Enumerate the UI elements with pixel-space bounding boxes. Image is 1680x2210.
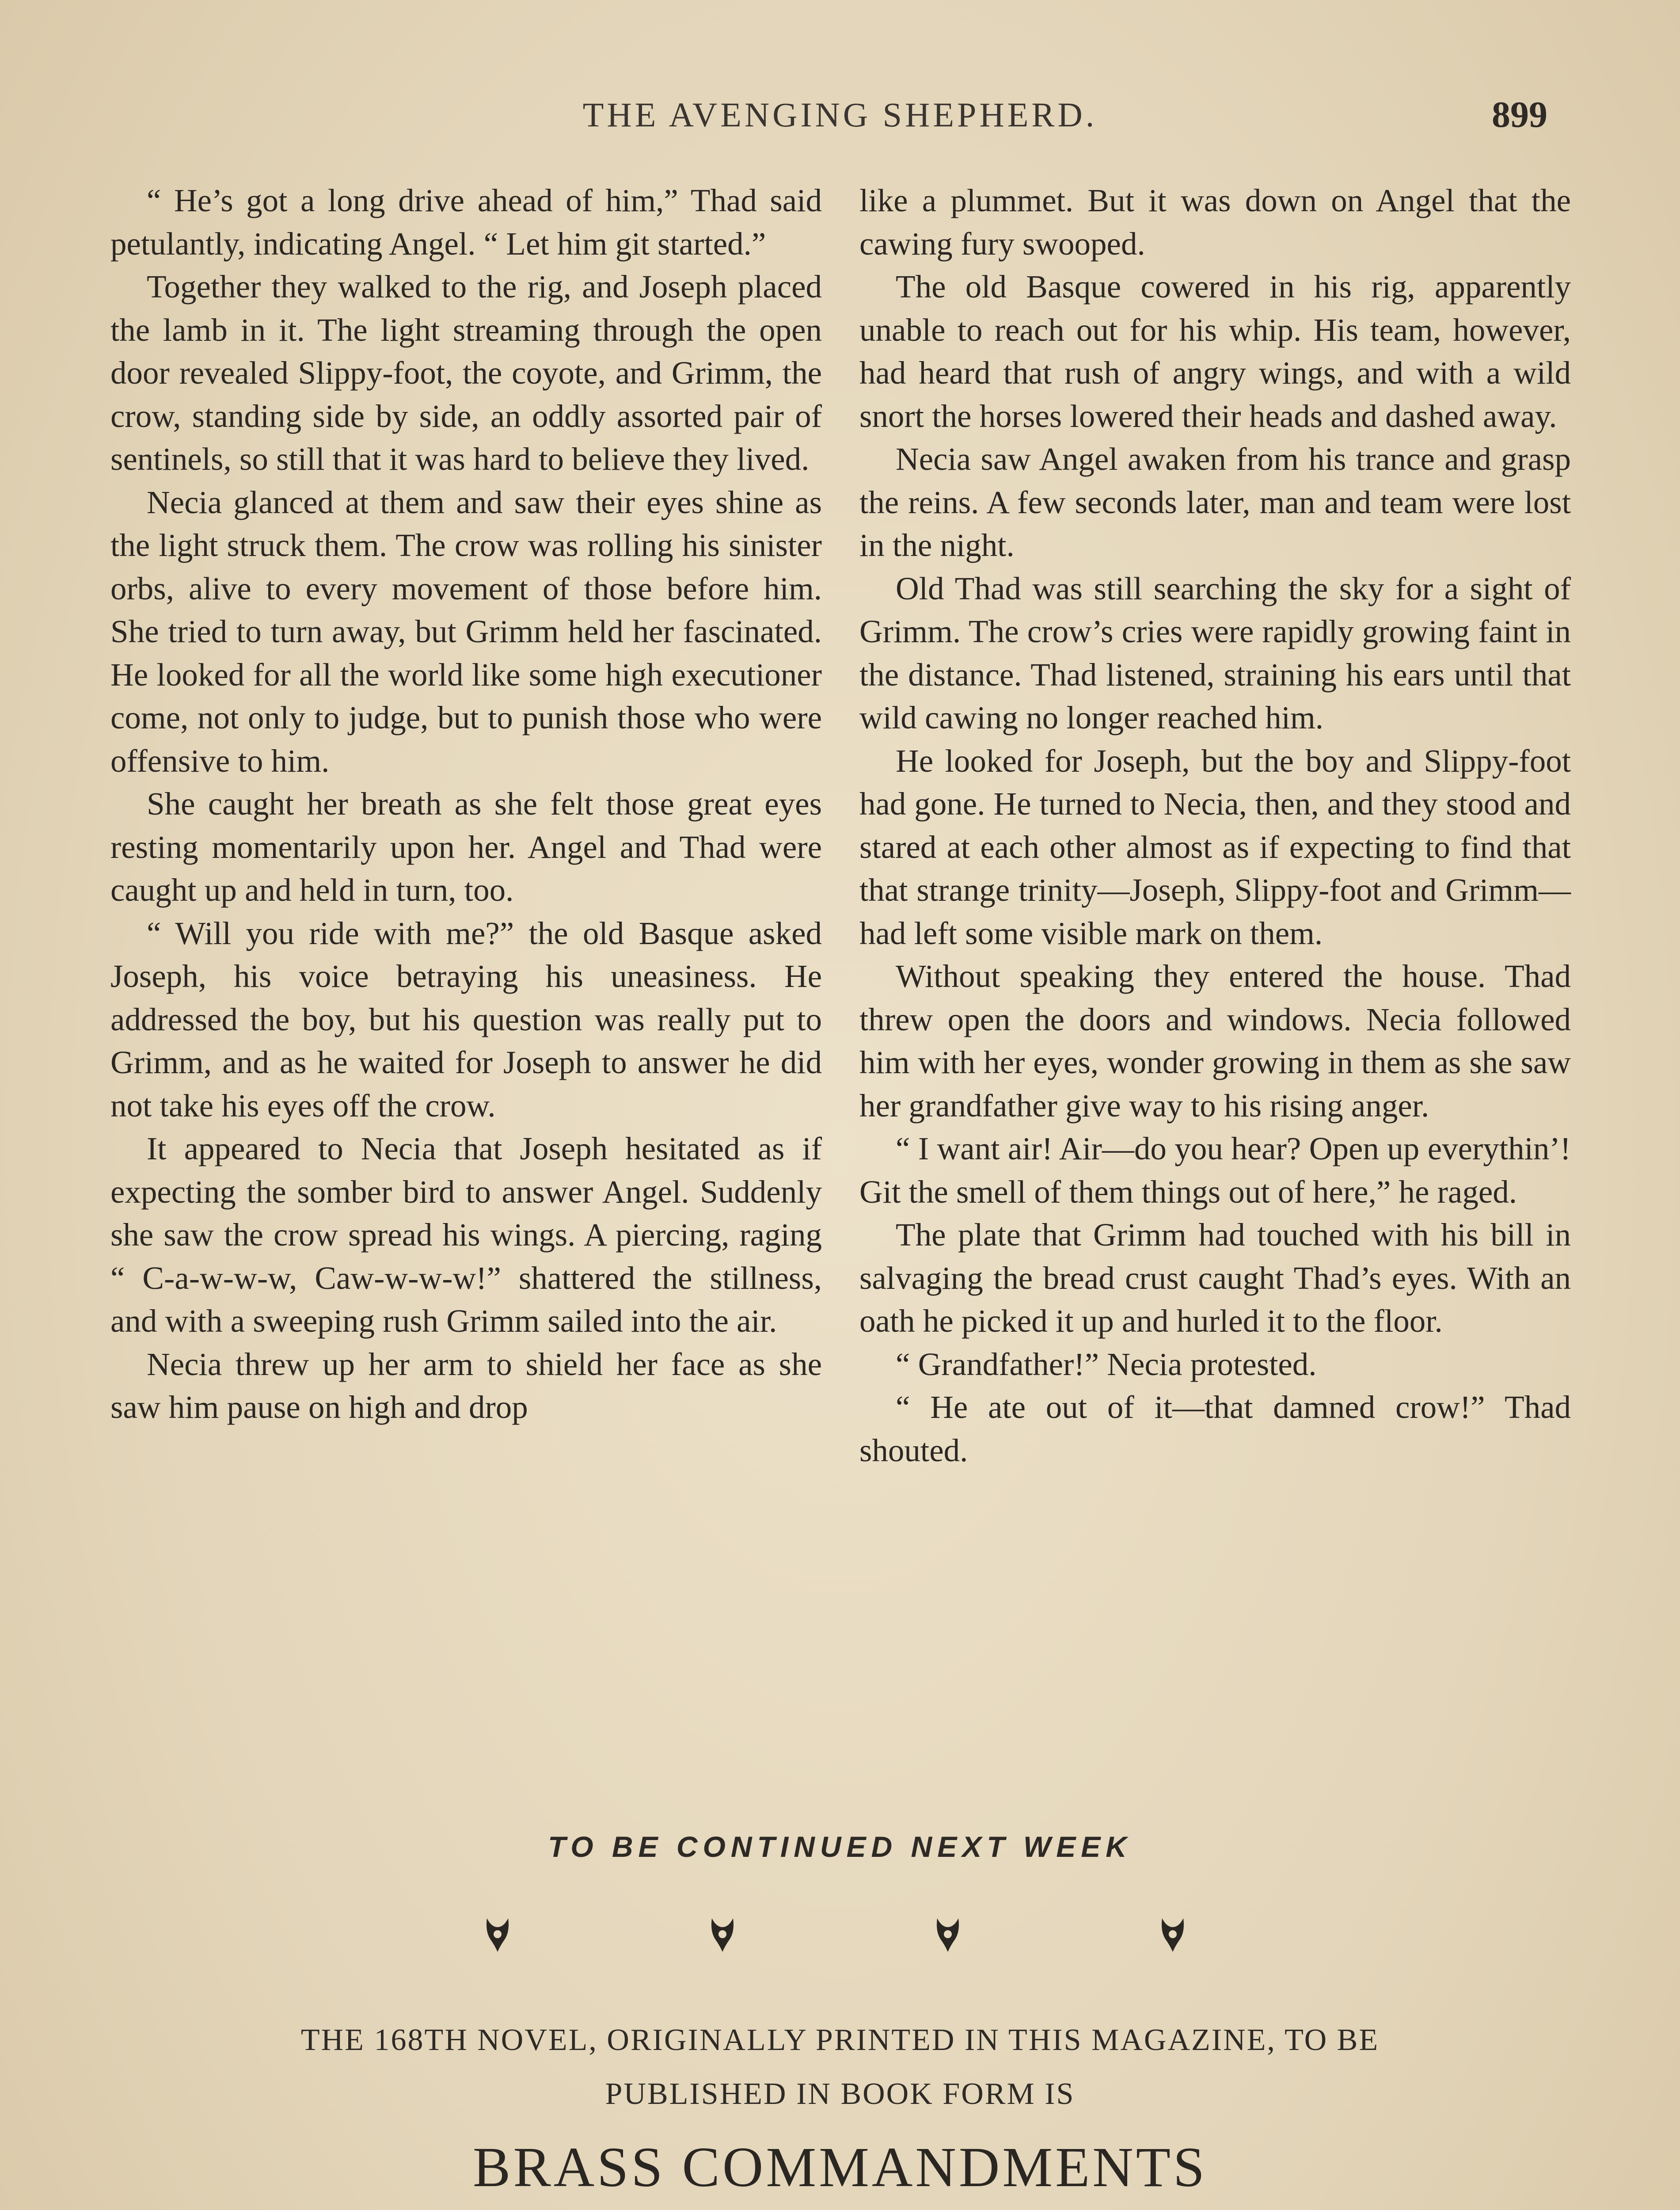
fleuron-icon: [482, 1914, 513, 1954]
left-column: [110, 179, 822, 1814]
paragraph: Together they walked to the rig, and Joseph placed the lamb in it. The light streaming through the open door revealed Slippy-foot, the coyote, and Grimm, the crow, standing side by side, an oddly assorted pair of sentinels, so still that it was hard to believe they lived.: [110, 269, 822, 477]
paragraph: She caught her breath as she felt those great eyes resting momentarily upon her. Angel and Thad were caught up and held in turn, too.: [110, 786, 822, 908]
ornament-row: [482, 1914, 1189, 1967]
paragraph: Necia threw up her arm to shield her face as she saw him pause on high and drop: [110, 1346, 822, 1425]
paragraph: The old Basque cowered in his rig, apparently unable to reach out for his whip. His team, however, had heard that rush of angry wings, and with a wild snort the horses lowered their heads and dashed away.: [859, 269, 1571, 434]
paragraph: Old Thad was still searching the sky for a sight of Grimm. The crow’s cries were rapidly growing faint in the distance. Thad listened, straining his ears until that wild cawing no longer reached him.: [859, 570, 1571, 735]
paragraph: “ He’s got a long drive ahead of him,” Thad said petulantly, indicating Angel. “ Let him git started.”: [110, 183, 822, 262]
fleuron-icon: [1157, 1914, 1189, 1954]
paragraph: The plate that Grimm had touched with his bill in salvaging the bread crust caught Thad’s eyes. With an oath he picked it up and hurled it to the floor.: [859, 1217, 1571, 1339]
paragraph: like a plummet. But it was down on Angel that the cawing fury swooped.: [859, 183, 1571, 262]
page-number: 899: [1492, 94, 1547, 135]
text-columns: [110, 179, 1571, 1814]
fleuron-icon: [707, 1914, 738, 1954]
paragraph: It appeared to Necia that Joseph hesitated as if expecting the somber bird to answer Angel. Suddenly she saw the crow spread his wings. A piercing, raging “ C-a-w-w-w, Caw-w-w-w!” shattered the stillness, and with a sweeping rush Grimm sailed into the air.: [110, 1131, 822, 1339]
running-title: THE AVENGING SHEPHERD.: [582, 95, 1098, 134]
paragraph: Necia saw Angel awaken from his trance and grasp the reins. A few seconds later, man and team were lost in the night.: [859, 441, 1571, 563]
fleuron-icon: [932, 1914, 964, 1954]
right-column: [859, 179, 1571, 1814]
announcement-line: PUBLISHED IN BOOK FORM IS: [605, 2077, 1075, 2111]
paragraph: He looked for Joseph, but the boy and Slippy-foot had gone. He turned to Necia, then, and they stood and stared at each other almost as if expecting to find that that strange trinity—Joseph, Slippy-foot and Grimm—had left some visible mark on them.: [859, 743, 1571, 951]
continued-notice: TO BE CONTINUED NEXT WEEK: [548, 1830, 1132, 1863]
book-announcement: [0, 2013, 1680, 2121]
book-title: BRASS COMMANDMENTS: [472, 2136, 1208, 2199]
paragraph: “ Grandfather!” Necia protested.: [896, 1346, 1317, 1382]
page-header: [110, 95, 1570, 157]
paragraph: “ Will you ride with me?” the old Basque asked Joseph, his voice betraying his uneasiness. He addressed the boy, but his question was really put to Grimm, and as he waited for Joseph to answer he did not take his eyes off the crow.: [110, 915, 822, 1124]
paragraph: “ I want air! Air—do you hear? Open up everythin’! Git the smell of them things out of here,” he raged.: [859, 1131, 1571, 1210]
paragraph: “ He ate out of it—that damned crow!” Thad shouted.: [859, 1389, 1571, 1468]
paragraph: Without speaking they entered the house. Thad threw open the doors and windows. Necia followed him with her eyes, wonder growing in them as she saw her grandfather give way to his rising anger.: [859, 958, 1571, 1124]
announcement-line: THE 168TH NOVEL, ORIGINALLY PRINTED IN THIS MAGAZINE, TO BE: [300, 2023, 1380, 2057]
paragraph: Necia glanced at them and saw their eyes shine as the light struck them. The crow was rolling his sinister orbs, alive to every movement of those before him. She tried to turn away, but Grimm held her fascinated. He looked for all the world like some high executioner come, not only to judge, but to punish those who were offensive to him.: [110, 484, 822, 779]
